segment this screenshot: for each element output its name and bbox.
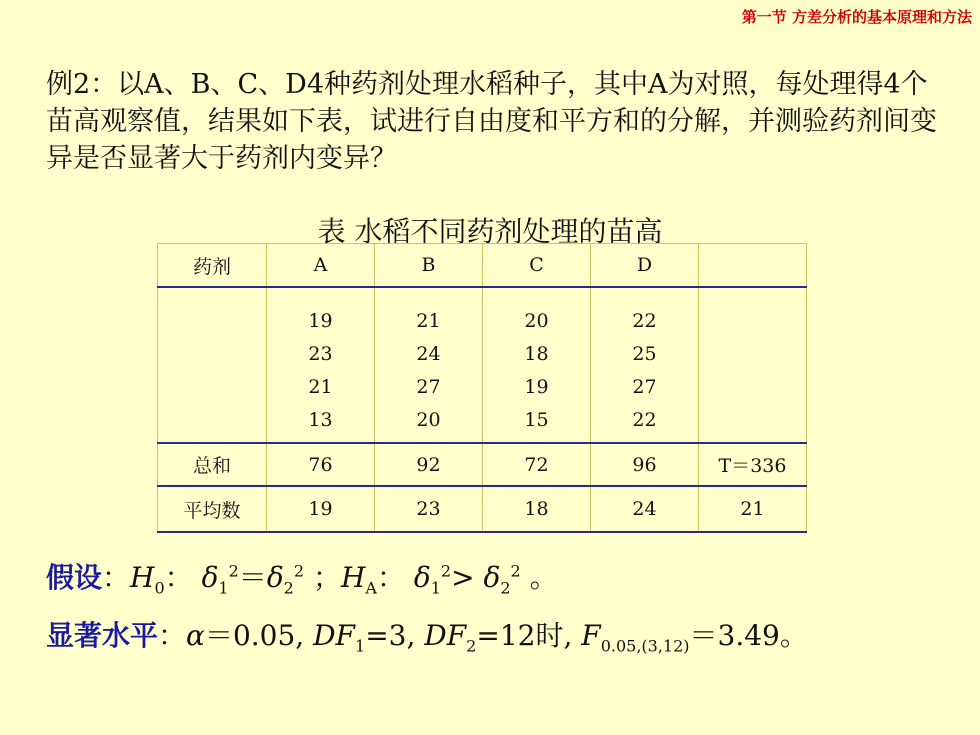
table-cell: 23 (375, 486, 483, 532)
colon: ： (376, 561, 405, 594)
f-subscript: 0.05,(3,12) (600, 636, 690, 656)
table-cell: 15 (483, 403, 591, 443)
table-cell: 27 (591, 370, 699, 403)
table-cell: 总和 (158, 443, 267, 486)
table-cell: 22 (591, 403, 699, 443)
delta-symbol: δ (413, 561, 431, 594)
table-header-cell: 药剂 (158, 244, 267, 288)
table-header-cell: B (375, 244, 483, 288)
table-cell: 19 (267, 486, 375, 532)
h0-subscript: 0 (154, 578, 165, 598)
table-cell (699, 370, 807, 403)
table-cell: T＝336 (699, 443, 807, 486)
table-row (158, 337, 807, 370)
table-cell: 22 (591, 287, 699, 337)
df1-subscript: 1 (355, 636, 366, 656)
table-cell (158, 337, 267, 370)
table-sum-row (158, 443, 807, 486)
table-cell (158, 287, 267, 337)
table-cell: 96 (591, 443, 699, 486)
significance-label: 显著水平 (46, 619, 159, 652)
f-symbol: F (581, 619, 601, 652)
delta-symbol: δ (201, 561, 219, 594)
significance-line (46, 614, 808, 656)
table-cell: 24 (375, 337, 483, 370)
hypothesis-label: 假设 (46, 561, 103, 594)
table-cell (158, 370, 267, 403)
alpha-value: ＝0.05, (204, 619, 305, 652)
subscript: 2 (283, 578, 294, 598)
table-row (158, 287, 807, 337)
ha-subscript: A (365, 578, 377, 598)
table-cell: 24 (591, 486, 699, 532)
df1-value: =3, (365, 619, 416, 652)
table-cell: 20 (483, 287, 591, 337)
delta-symbol: δ (266, 561, 284, 594)
subscript: 1 (430, 578, 441, 598)
table-title: 表 水稻不同药剂处理的苗高 (317, 215, 663, 248)
table-row (158, 403, 807, 443)
delta-symbol: δ (483, 561, 501, 594)
table-row (158, 370, 807, 403)
superscript: 2 (440, 561, 452, 581)
ha-symbol: H (340, 561, 366, 594)
superscript: 2 (228, 561, 239, 581)
colon: ： (102, 561, 131, 594)
table-cell (699, 337, 807, 370)
subscript: 1 (218, 578, 229, 598)
semicolon: ； (312, 561, 341, 594)
table-header-cell (699, 244, 807, 288)
table-cell: 76 (267, 443, 375, 486)
table-cell: 18 (483, 486, 591, 532)
df2-subscript: 2 (466, 636, 477, 656)
table-cell: 72 (483, 443, 591, 486)
colon: ： (158, 619, 187, 652)
table-cell: 25 (591, 337, 699, 370)
table-cell (699, 403, 807, 443)
table-header-row (158, 244, 807, 288)
table-cell: 21 (267, 370, 375, 403)
seedling-height-table (157, 243, 807, 533)
table-header-cell: A (267, 244, 375, 288)
superscript: 2 (293, 561, 305, 581)
table-cell: 平均数 (158, 486, 267, 532)
hypothesis-line (46, 556, 558, 598)
h0-symbol: H (130, 561, 155, 594)
equals-sign: ＝ (238, 561, 267, 594)
table-cell: 27 (375, 370, 483, 403)
table-header-cell: C (483, 244, 591, 288)
f-value: ＝3.49。 (689, 619, 808, 652)
table-header-cell: D (591, 244, 699, 288)
df-symbol: DF (424, 619, 467, 652)
period: 。 (529, 561, 558, 594)
table-cell: 19 (267, 287, 375, 337)
table-cell: 23 (267, 337, 375, 370)
table-cell: 21 (375, 287, 483, 337)
table-cell: 20 (375, 403, 483, 443)
table-cell: 18 (483, 337, 591, 370)
table-cell: 19 (483, 370, 591, 403)
slide-header: 第一节 方差分析的基本原理和方法 (741, 8, 972, 26)
greater-than-sign: > (451, 561, 475, 594)
alpha-symbol: α (186, 619, 205, 652)
table-cell: 21 (699, 486, 807, 532)
subscript: 2 (500, 578, 511, 598)
table-cell: 92 (375, 443, 483, 486)
df2-value: =12时, (476, 619, 573, 652)
table-cell (699, 287, 807, 337)
table-cell: 13 (267, 403, 375, 443)
df-symbol: DF (313, 619, 355, 652)
superscript: 2 (510, 561, 521, 581)
table-cell (158, 403, 267, 443)
colon: ： (164, 561, 193, 594)
table-average-row (158, 486, 807, 532)
example-text: 例2：以A、B、C、D4种药剂处理水稻种子，其中A为对照，每处理得4个苗高观察值，结果如下表，试进行自由度和平方和的分解，并测验药剂间变异是否显著大于药剂内变异？ (46, 69, 937, 174)
